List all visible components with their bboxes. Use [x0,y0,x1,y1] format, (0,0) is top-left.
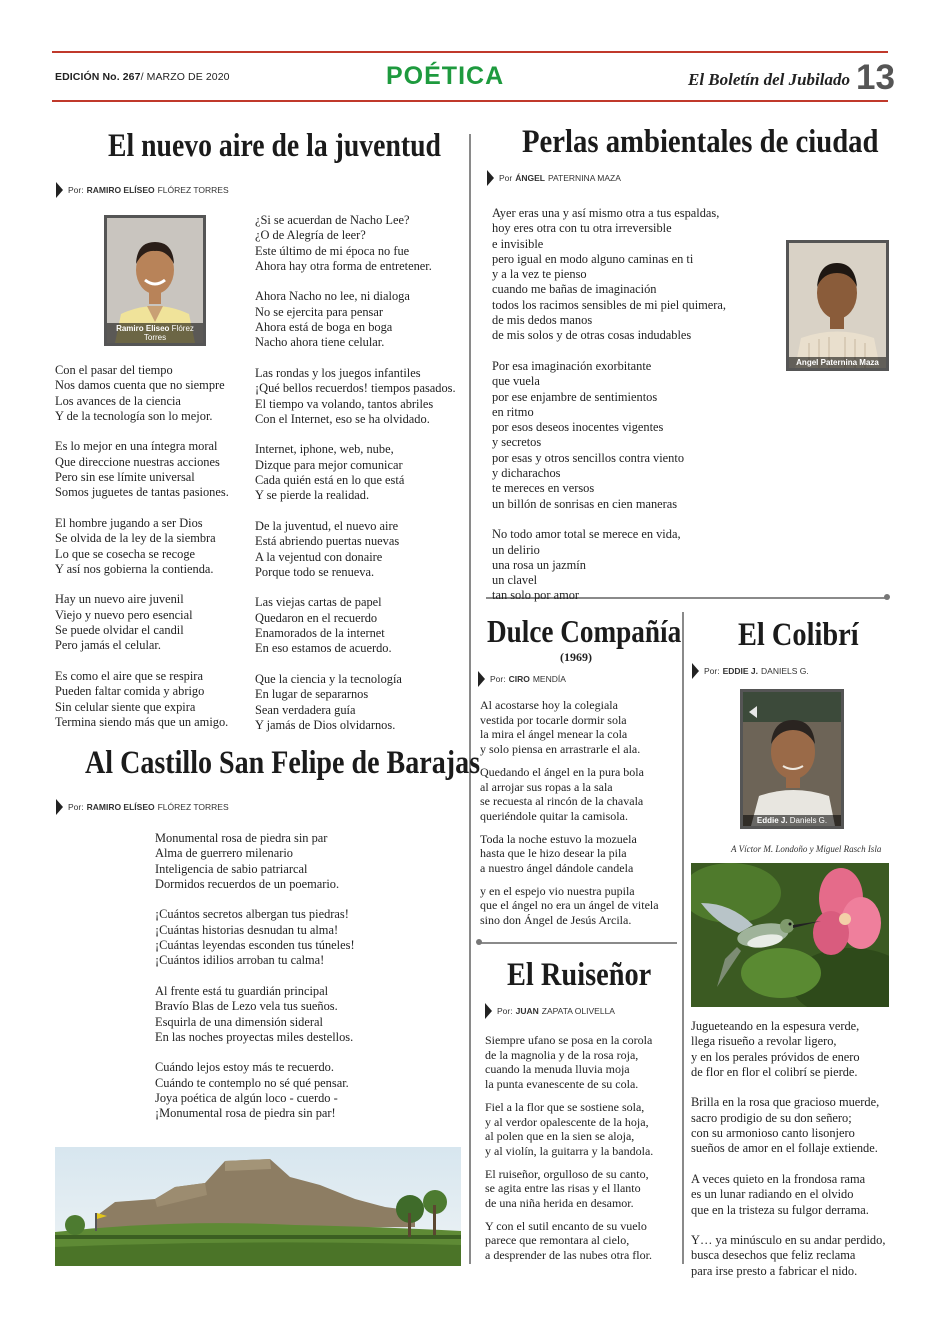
verse-line: a nuestro ángel dándole candela [480,861,634,876]
verse-line: Bravío Blas de Lezo vela tus sueños. [155,999,338,1014]
verse-line: que el ángel no era un ángel de vitela [480,898,659,913]
stanza [691,1172,885,1218]
verse-line: Al acostarse hoy la colegiala [480,698,618,712]
verse-line: Lo que se cosecha se recoge [55,546,196,561]
verse-line: parece que remontara al cielo, [485,1233,630,1248]
photo-caption: Eddie J. Daniels G. [743,815,841,826]
verse-line: la punta evanescente de su cola. [485,1077,639,1092]
stanza [691,1019,885,1080]
byline-arrow-icon [487,170,494,186]
verse-line: ¡Cuántos idilios arroban tu calma! [155,953,325,968]
header-top-rule [52,51,888,53]
verse-line: Pero jamás el celular. [55,638,161,653]
verse-line: En eso estamos de acuerdo. [255,641,392,656]
poem-body-nuevo-aire-col1 [55,363,229,745]
photo-caption: Ramiro Eliseo Flórez Torres [107,323,203,343]
verse-line: A la vejentud con donaire [255,549,383,564]
verse-line: de mis dedos manos [492,313,593,328]
verse-line: Ahora hay otra forma de entretener. [255,258,432,273]
verse-line: de mis solos y de otras cosas indudables [492,328,692,343]
verse-line: ¡Qué bellos recuerdos! tiempos pasados. [255,381,456,396]
column-divider-right [682,612,684,1264]
stanza [155,907,355,968]
poem-body-nuevo-aire-col2 [255,213,456,748]
page-number: 13 [856,58,895,97]
stanza [691,1233,885,1279]
byline-nuevo-aire: Por: RAMIRO ELÍSEO FLÓREZ TORRES [56,182,229,198]
verse-line: cuando me bañas de imaginación [492,282,657,297]
verse-line: y en el espejo vio nuestra pupila [480,883,635,898]
stanza [480,884,659,928]
stanza [255,213,456,274]
divider-dot [884,594,890,600]
verse-line: ¡Monumental rosa de piedra sin par! [155,1106,336,1121]
poem-title-dulce: Dulce Compañía [487,613,682,649]
author-photo-eddie [740,689,844,829]
byline-ruisenor: Por: JUAN ZAPATA OLIVELLA [485,1003,615,1019]
verse-line: Y con el sutil encanto de su vuelo [485,1218,647,1233]
verse-line: No todo amor total se merece en vida, [492,527,681,542]
verse-line: Que direccione nuestras acciones [55,454,220,469]
verse-line: llega risueño a revolar ligero, [691,1034,837,1049]
stanza [492,527,726,603]
column-divider-main [469,134,471,1264]
stanza [55,363,229,424]
verse-line: Quedando el ángel en la pura bola [480,764,644,779]
byline-dulce: Por: CIRO MENDÍA [478,671,566,687]
verse-line: Es como el aire que se respira [55,668,203,683]
verse-line: Pueden faltar comida y abrigo [55,684,205,699]
verse-line: Jugueteando en la espesura verde, [691,1019,860,1033]
verse-line: y solo piensa en arrastrarle el ala. [480,742,641,757]
verse-line: Viejo y nuevo pero esencial [55,607,193,622]
verse-line: Y así nos gobierna la contienda. [55,561,214,576]
verse-line: Se olvida de la ley de la siembra [55,531,216,546]
hummingbird-image [691,863,889,1007]
byline-arrow-icon [485,1003,492,1019]
verse-line: y a la vez te pienso [492,267,587,282]
verse-line: y al verdor opalescente de la hoja, [485,1114,649,1129]
byline-colibri: Por: EDDIE J. DANIELS G. [692,663,809,679]
verse-line: y dicharachos [492,466,561,481]
verse-line: Pero sin ese límite universal [55,470,195,485]
verse-line: Las rondas y los juegos infantiles [255,365,421,380]
verse-line: y en los perales próvidos de enero [691,1049,860,1064]
stanza [255,519,456,580]
verse-line: e invisible [492,236,544,251]
dedication-colibri: A Víctor M. Londoño y Miguel Rasch Isla [731,844,882,854]
verse-line: con su armonioso canto lisonjero [691,1126,855,1141]
verse-line: Termina siendo más que un amigo. [55,714,229,729]
verse-line: ¡Cuántos secretos albergan tus piedras! [155,907,349,922]
verse-line: En lugar de separarnos [255,687,369,702]
verse-line: Cada quién está en lo que está [255,473,405,488]
castle-photo [55,1147,461,1266]
verse-line: se agita entre las risas y el llanto [485,1181,641,1196]
verse-line: Con el pasar del tiempo [55,363,173,377]
verse-line: Porque todo se renueva. [255,564,375,579]
verse-line: A veces quieto en la frondosa rama [691,1171,866,1186]
stanza [485,1033,653,1092]
verse-line: Los avances de la ciencia [55,393,181,408]
verse-line: Dizque para mejor comunicar [255,457,403,472]
verse-line: por esas y otros sencillos contra viento [492,450,685,465]
verse-line: Joya poética de algún loco - cuerdo - [155,1091,338,1106]
verse-line: El ruiseñor, orgulloso de su canto, [485,1166,649,1181]
verse-line: Cuándo lejos estoy más te recuerdo. [155,1060,334,1075]
verse-line: El hombre jugando a ser Dios [55,515,203,530]
verse-line: Toda la noche estuvo la mozuela [480,831,637,846]
stanza [480,698,659,757]
verse-line: la mira el ángel menear la cola [480,727,628,742]
verse-line: y secretos [492,435,542,450]
verse-line: se recuesta al rincón de la chavala [480,794,644,809]
verse-line: Somos juguetes de tantas pasiones. [55,485,229,500]
byline-arrow-icon [56,182,63,198]
castle-image [55,1147,461,1266]
stanza [480,832,659,876]
verse-line: Ahora Nacho no lee, ni dialoga [255,289,410,304]
verse-line: pero igual en modo alguno caminas en ti [492,251,694,266]
verse-line: vestida por tocarle dormir sola [480,712,627,727]
verse-line: Con el Internet, eso se ha olvidado. [255,411,430,426]
edition-info: EDICIÓN No. 267/ MARZO DE 2020 [55,71,230,83]
stanza [255,595,456,656]
stanza [55,439,229,500]
verse-line: hasta que le hizo desear la pila [480,846,627,861]
masthead: El Boletín del Jubilado [688,70,850,89]
stanza [485,1100,653,1159]
verse-line: busca desechos que feliz reclama [691,1248,856,1263]
verse-line: Y jamás de Dios olvidarnos. [255,717,396,732]
verse-line: Y… ya minúsculo en su andar perdido, [691,1233,886,1248]
verse-line: Alma de guerrero milenario [155,846,293,861]
verse-line: Quedaron en el recuerdo [255,610,378,625]
stanza [155,984,355,1045]
poem-year-dulce: (1969) [560,650,592,664]
verse-line: Brilla en la rosa que gracioso muerde, [691,1095,880,1110]
verse-line: que vuela [492,374,540,389]
verse-line: sacro prodigio de su don señero; [691,1110,852,1125]
verse-line: Dormidos recuerdos de un poemario. [155,876,340,891]
verse-line: De la juventud, el nuevo aire [255,518,399,533]
stanza [255,366,456,427]
divider-dulce-bottom [477,942,677,944]
stanza [255,289,456,350]
verse-line: queriéndole quitar la camisola. [480,808,628,823]
verse-line: En las noches proyectas miles destellos. [155,1029,354,1044]
photo-caption: Angel Paternina Maza [789,357,886,368]
verse-line: ¡Cuántas leyendas esconden tus túneles! [155,938,355,953]
byline-arrow-icon [56,799,63,815]
poem-title-perlas: Perlas ambientales de ciudad [522,124,879,160]
verse-line: El tiempo va volando, tantos abriles [255,396,434,411]
verse-line: hoy eres otra con tu otra irreversible [492,221,672,236]
verse-line: Y se pierde la realidad. [255,488,370,503]
verse-line: Sean verdadera guía [255,702,356,717]
verse-line: Esquirla de una dimensión sideral [155,1014,323,1029]
portrait-image [743,692,841,826]
poem-body-ruisenor [485,1033,653,1271]
verse-line: Al frente está tu guardián principal [155,983,329,998]
stanza [480,765,659,824]
verse-line: Hay un nuevo aire juvenil [55,592,184,607]
byline-arrow-icon [478,671,485,687]
verse-line: de una niña herida en desamor. [485,1196,634,1211]
verse-line: una rosa un jazmín [492,557,586,572]
poem-body-perlas [492,206,726,619]
divider-dot [476,939,482,945]
poem-body-dulce [480,698,659,936]
verse-line: sino don Ángel de Jesús Arcila. [480,913,632,928]
verse-line: Es lo mejor en una íntegra moral [55,439,218,454]
stanza [255,442,456,503]
verse-line: Sin celular siente que expira [55,699,196,714]
verse-line: Enamorados de la internet [255,626,385,641]
verse-line: por ese enjambre de sentimientos [492,389,658,404]
stanza [691,1095,885,1156]
verse-line: No se ejercita para pensar [255,304,383,319]
section-title: POÉTICA [386,62,505,90]
poem-body-colibri [691,1019,885,1294]
verse-line: Las viejas cartas de papel [255,595,382,610]
verse-line: al polen que en la sien se aloja, [485,1129,635,1144]
stanza [492,359,726,512]
verse-line: Se puede olvidar el candil [55,623,184,638]
verse-line: te mereces en versos [492,481,595,496]
verse-line: por esos deseos inocentes vigentes [492,420,664,435]
header-bottom-rule [52,100,888,102]
verse-line: un delirio [492,542,540,557]
verse-line: un clavel [492,573,538,588]
verse-line: Está abriendo puertas nuevas [255,534,400,549]
stanza [155,831,355,892]
hummingbird-photo [691,863,889,1007]
stanza [255,672,456,733]
poem-body-castillo [155,831,355,1137]
stanza [55,592,229,653]
verse-line: Este último de mi época no fue [255,243,410,258]
verse-line: de flor en flor el colibrí se pierde. [691,1064,858,1079]
byline-castillo: Por: RAMIRO ELÍSEO FLÓREZ TORRES [56,799,229,815]
verse-line: sueños de amor en el follaje extiende. [691,1141,878,1156]
author-photo-angel [786,240,889,371]
verse-line: ¿Si se acuerdan de Nacho Lee? [255,213,410,227]
verse-line: Inteligencia de sabio patriarcal [155,861,308,876]
poem-title-castillo: Al Castillo San Felipe de Barajas [85,745,481,781]
verse-line: al arrojar sus ropas a la sala [480,779,613,794]
verse-line: Y de la tecnología son lo mejor. [55,408,213,423]
verse-line: Nos damos cuenta que no siempre [55,378,225,393]
poem-title-colibri: El Colibrí [738,617,859,653]
byline-perlas: Por ÁNGEL PATERNINA MAZA [487,170,621,186]
byline-arrow-icon [692,663,699,679]
verse-line: cuando la menuda lluvia moja [485,1062,630,1077]
verse-line: Monumental rosa de piedra sin par [155,831,328,845]
poem-title-ruisenor: El Ruiseñor [507,957,652,993]
verse-line: y al violín, la guitarra y la bandola. [485,1143,654,1158]
verse-line: Que la ciencia y la tecnología [255,671,402,686]
verse-line: todos los racimos sensibles de mi piel quimera, [492,297,727,312]
stanza [492,206,726,344]
verse-line: Ayer eras una y así mismo otra a tus espaldas, [492,206,720,220]
verse-line: de la magnolia y de la rosa roja, [485,1047,639,1062]
verse-line: a desprender de las nubes otra flor. [485,1248,652,1263]
poem-title-nuevo-aire: El nuevo aire de la juventud [108,128,441,164]
verse-line: un billón de sonrisas en cien maneras [492,496,678,511]
stanza [485,1219,653,1263]
verse-line: Por esa imaginación exorbitante [492,358,652,373]
verse-line: tan solo por amor [492,588,580,603]
stanza [155,1060,355,1121]
verse-line: Cuándo te contemplo no sé qué pensar. [155,1075,349,1090]
verse-line: para irse presto a fabricar el nido. [691,1263,858,1278]
stanza [485,1167,653,1211]
author-photo-ramiro [104,215,206,346]
verse-line: Nacho ahora tiene celular. [255,335,385,350]
verse-line: ¡Cuántas historias desnudan tu alma! [155,922,339,937]
verse-line: Fiel a la flor que se sostiene sola, [485,1099,645,1114]
verse-line: ¿O de Alegría de leer? [255,228,366,243]
stanza [55,516,229,577]
verse-line: en ritmo [492,404,534,419]
verse-line: que en la tristeza su fulgor derrama. [691,1202,869,1217]
verse-line: Internet, iphone, web, nube, [255,442,394,457]
portrait-image [789,243,886,368]
verse-line: es un lunar radiando en el olvido [691,1187,854,1202]
verse-line: Ahora está de boga en boga [255,320,393,335]
stanza [55,669,229,730]
verse-line: Siempre ufano se posa en la corola [485,1033,653,1047]
